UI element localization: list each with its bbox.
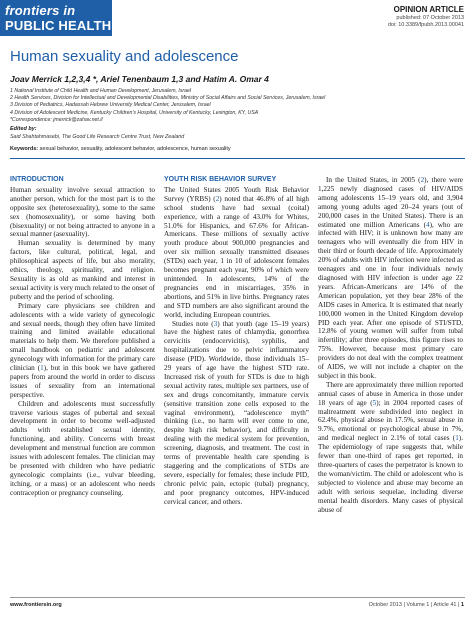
author-list: Joav Merrick 1,2,3,4 *, Ariel Tenenbaum 1,3 and Hatim A. Omar 4: [10, 74, 269, 84]
paragraph-text: Studies note (: [172, 319, 214, 328]
paragraph: [164, 186, 309, 320]
editor-name: Said Shahtahmasebi, The Good Life Research Centre Trust, New Zealand: [10, 134, 185, 140]
paragraph-text: There are approximately three million reported annual cases of abuse in America in those under 18 years of age (: [318, 380, 463, 407]
published-date: published: 07 October 2013: [396, 15, 464, 21]
journal-logo: [0, 0, 112, 36]
logo-bottom-text: PUBLIC HEALTH: [5, 18, 112, 33]
section-heading-yrbs: YOUTH RISK BEHAVIOR SURVEY: [164, 176, 277, 183]
paragraph: Human sexuality is determined by many factors, like cultural, political, legal, and philosophical aspects of life, but also morality, ethics, theology, spirituality, and religion. Sexuality is as old as mankind and interest in sexual activity is very much related to the onset of puberty and the period of schooling.: [10, 239, 155, 301]
issue-text: October 2013 | Volume 1 | Article 41 |: [368, 602, 461, 608]
paragraph-text: Primary care physicians see children and adolescents with a wide variety of gynecologic and sexual needs, though they often have limited training and limited available educational materials to help them. We therefore published a small handbook on pediatric and adolescent gynecology with information for the primary care clinician (: [10, 301, 155, 373]
paragraph-text: ) that youth (age 15–19 years) have the highest rates of chlamydia, gonorrhea cervicitis (endocervicitis), syphilis, and hospitalizations due to pelvic inflammatory disease (PID). Worldwide, those individuals 15–29 years of age have the highest STD rate. Increased risk of youth for STDs is due to high sexual activity rates, multiple sex partners, use of sex and drugs concomitantly, immature cervix (sensitive transition zone cells exposed to the vaginal environment), “adolescence myth” thinking (i.e., no harm will ever come to one, despite high risk behavior), and difficulty in dealing with the medical system for prevention, screening, diagnosis, and treatment. The cost in terms of preventable health care spending is staggering and the complications of STDs are severe, especially for females; these include PID, chronic pelvic pain, ectopic (tubal) pregnancy, and poor pregnancy outcomes, HPV-induced cervical cancer, and others.: [164, 319, 309, 506]
paragraph-text: ), who are infected with HIV; it is unknown how many are teenagers who will eventually die from HIV in their third or fourth decade of life. Approximately 20% of adults with HIV infection were infected as teenagers and one in four individuals newly diagnosed with HIV infection is under age 22 years. African-Americans are 14% of the American population, yet they bear 28% of the AIDS cases in America. It is estimated that nearly 100,000 women in the United Kingdom develop PID each year. After one episode of STI/STD, 12.8% of young women will suffer from tubal infertility; after three episodes, this figure rises to 75%. However, because most primary care providers do not deal with the complex treatment of AIDS, we will not include a chapter on the subject in this book.: [318, 220, 463, 380]
reference-link[interactable]: 5: [372, 398, 377, 407]
paragraph: [10, 302, 155, 400]
journal-header: [0, 0, 474, 36]
section-heading-introduction: INTRODUCTION: [10, 176, 64, 183]
column-1: [10, 176, 155, 498]
affiliation-3: 3 Division of Pediatrics, Hadassah Hebrew University Medical Center, Jerusalem, Israel: [10, 102, 211, 109]
keywords-list: sexual behavior, sexuality, adolescent behavior, adolescence, human sexuality: [38, 146, 231, 152]
header-divider: [10, 158, 465, 159]
edited-by-label: Edited by:: [10, 126, 37, 132]
paragraph-text: In the United States, in 2005 (: [326, 176, 421, 184]
affiliation-2: 2 Health Services, Division for Intellectual and Developmental Disabilities, Ministry of Social Affairs and Social Services, Jerusalem, Israel: [10, 95, 326, 102]
article-type: OPINION ARTICLE: [393, 5, 464, 14]
reference-link[interactable]: 1: [40, 364, 44, 373]
paragraph: Children and adolescents must successfully traverse various stages of pubertal and sexual development in order to become well-adjusted adults with established sexual identity, functioning, and ability. Concerns with breast development and menstrual function are common issues with adolescent females. The clinician may be presented with children who have pediatric gynecologic complaints (i.e., vulvar bleeding, itching, or a mass) or an adolescent who needs contraception or pregnancy counseling.: [10, 399, 155, 497]
reference-link[interactable]: 1: [455, 434, 459, 443]
reference-link[interactable]: 2: [420, 176, 425, 184]
paragraph: [318, 176, 463, 381]
column-3: [318, 176, 463, 514]
doi-link[interactable]: doi: 10.3389/fpubh.2013.00041: [387, 22, 464, 28]
affiliation-4: 4 Division of Adolescent Medicine, Kentucky Children's Hospital, University of Kentucky, Lexington, KY, USA: [10, 109, 259, 116]
footer-issue-info: [369, 602, 464, 608]
article-title: Human sexuality and adolescence: [10, 48, 239, 65]
paragraph-text: ), but in this book we have gathered papers from around the world in order to discuss issues of sexuality from an international perspective.: [10, 364, 155, 399]
page-number: 1: [460, 602, 464, 608]
affiliation-1: 1 National Institute of Child Health and Human Development, Jerusalem, Israel: [10, 88, 192, 94]
paragraph: [318, 381, 463, 515]
keywords-label: Keywords:: [10, 146, 39, 152]
reference-link[interactable]: 2: [215, 194, 220, 203]
paragraph-text: ). The epidemiology of rape suggests that, while fewer than one-third of rapes get reported, in three-quarters of cases the perpetrator is known to the woman/victim. The child or adolescent who is subjected to violence and abuse may become an adult with serious sequelae, including diverse mental health disorders. Many cases of physical abuse of: [318, 434, 463, 514]
paragraph-text: ), there were 1,225 newly diagnosed cases of HIV/AIDS among adolescents 15–19 years old, and 3,904 among young adults aged 20–24 years (out of 200,000 cases in the United States). There is an estimated one million Americans (: [318, 176, 463, 229]
logo-top-text: frontiers in: [5, 3, 76, 18]
paragraph-text: ); in 2004 reported cases of maltreatment were subdivided into neglect in 62.4%, physical abuse in 17.5%, sexual abuse in 9.7%, emotional or psychological abuse in 7%, and medical neglect in 2.1% of total cases (: [318, 398, 463, 443]
reference-link[interactable]: 4: [425, 220, 430, 229]
footer-website-link[interactable]: www.frontiersin.org: [10, 602, 62, 608]
keywords: [10, 146, 470, 152]
footer-divider: [10, 597, 465, 598]
paragraph: Human sexuality involve sexual attraction to another person, which for the most part is to the opposite sex (heterosexuality), some to the same sex (homosexuality), or some having both (bisexuality) or not being attracted to anyone in a sexual manner (asexuality).: [10, 185, 155, 239]
paragraph: [164, 320, 309, 507]
column-2: [164, 176, 309, 507]
affiliations: [10, 88, 470, 124]
paragraph-text: The United States 2005 Youth Risk Behavior Survey (YRBS) (: [164, 185, 309, 203]
correspondence[interactable]: *Correspondence: jmerrick@zahav.net.il: [10, 116, 103, 123]
reference-link[interactable]: 3: [213, 319, 218, 328]
paragraph-text: ) noted that 46.8% of all high school students have had sexual (coital) experience, with a range of 43.0% for Whites, 51.0% for Hispanics, and 67.6% for African-Americans. These millions of sexually active youth produce about 900,000 pregnancies and over six million sexually transmitted diseases (STDs) each year, 1 in 10 of adolescent females becomes pregnant each year, 90% of which were unintended. In adolescents, 14% of the pregnancies end in miscarriages, 35% in abortions, and 51% in live births. Pregnancy rates and STD numbers are also significant around the world, including European countries.: [164, 194, 310, 319]
